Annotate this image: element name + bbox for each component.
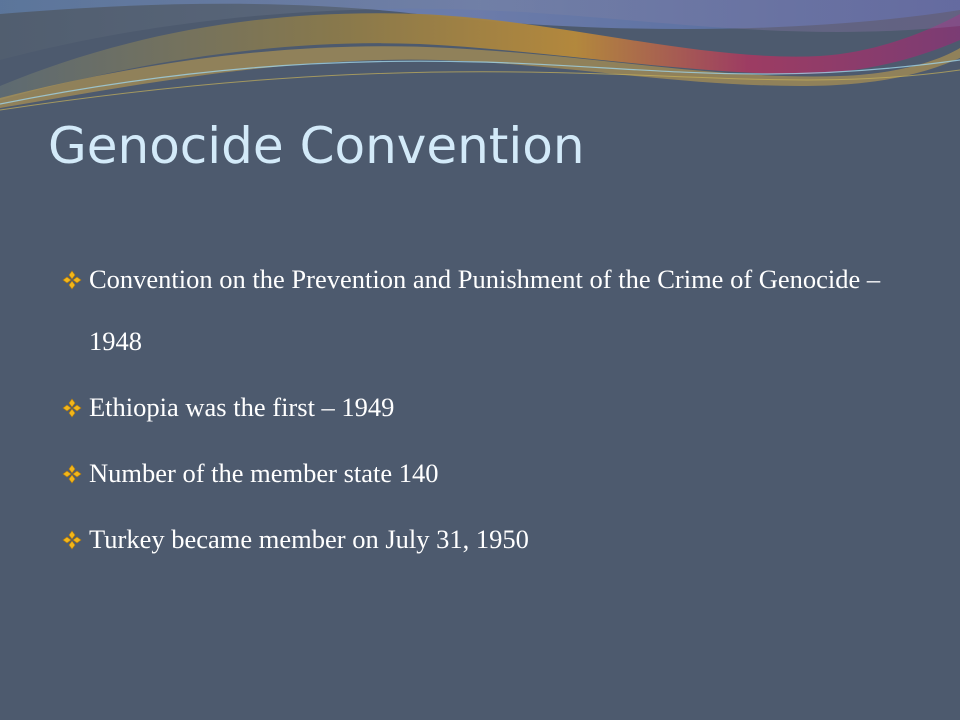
- bullet-item: [62, 248, 922, 372]
- bullet-item: [62, 508, 922, 570]
- slide-title: Genocide Convention: [48, 117, 585, 175]
- bullet-text: Turkey became member on July 31, 1950: [89, 524, 529, 554]
- bullet-item: [62, 442, 922, 504]
- four-diamond-star-icon: [62, 270, 82, 290]
- bullet-list: [62, 248, 922, 574]
- four-diamond-star-icon: [62, 464, 82, 484]
- bullet-text: Ethiopia was the first – 1949: [89, 392, 395, 422]
- decorative-wave-banner: [0, 0, 960, 120]
- four-diamond-star-icon: [62, 530, 82, 550]
- bullet-text: Number of the member state 140: [89, 458, 439, 488]
- four-diamond-star-icon: [62, 398, 82, 418]
- bullet-text: Convention on the Prevention and Punishment of the Crime of Genocide – 1948: [89, 264, 881, 356]
- bullet-item: [62, 376, 922, 438]
